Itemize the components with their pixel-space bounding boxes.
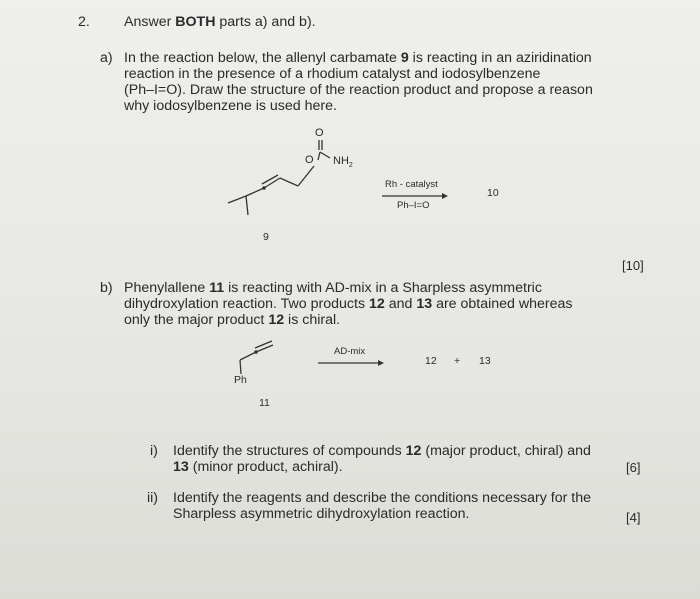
question-intro: Answer BOTH parts a) and b).	[124, 14, 316, 30]
sub-i-marks: [6]	[626, 460, 641, 475]
part-a-marks: [10]	[622, 258, 644, 273]
part-b-label: b)	[100, 280, 113, 296]
sub-ii-line-1: Identify the reagents and describe the conditions necessary for the	[173, 490, 591, 506]
part-a-line-1: In the reaction below, the allenyl carbamate 9 is reacting in an aziridination	[124, 50, 592, 66]
part-a-line-4: why iodosylbenzene is used here.	[124, 98, 337, 114]
part-a-line-2: reaction in the presence of a rhodium catalyst and iodosylbenzene	[124, 66, 541, 82]
plus-sign: +	[454, 355, 461, 367]
sub-i-line-1: Identify the structures of compounds 12 (major product, chiral) and	[173, 443, 591, 459]
product-13: 13	[479, 355, 491, 367]
reagent-rh-catalyst: Rh - catalyst	[385, 179, 438, 190]
atom-o-ester: O	[305, 154, 314, 166]
compound-9-label: 9	[263, 231, 269, 243]
part-b-line-2: dihydroxylation reaction. Two products 12 and 13 are obtained whereas	[124, 296, 573, 312]
sub-i-line-2: 13 (minor product, achiral).	[173, 459, 343, 475]
part-a-label: a)	[100, 50, 113, 66]
sub-ii-marks: [4]	[626, 510, 641, 525]
sub-ii-line-2: Sharpless asymmetric dihydroxylation reaction.	[173, 506, 470, 522]
part-b-line-1: Phenylallene 11 is reacting with AD-mix in a Sharpless asymmetric	[124, 280, 542, 296]
atom-ph: Ph	[234, 374, 247, 386]
part-a-line-3: (Ph–I=O). Draw the structure of the reaction product and propose a reason	[124, 82, 593, 98]
question-number: 2.	[78, 14, 90, 30]
atom-o-carbonyl: O	[315, 127, 324, 139]
reagent-iodosylbenzene: Ph–I=O	[397, 200, 430, 211]
reagent-ad-mix: AD-mix	[334, 346, 366, 357]
product-12: 12	[425, 355, 437, 367]
compound-11-label: 11	[259, 397, 270, 409]
sub-ii-label: ii)	[147, 490, 159, 506]
sub-i-label: i)	[150, 443, 158, 459]
atom-nh2: $NH_2$	[333, 155, 353, 170]
part-b-line-3: only the major product 12 is chiral.	[124, 312, 341, 328]
product-10: 10	[487, 187, 499, 199]
